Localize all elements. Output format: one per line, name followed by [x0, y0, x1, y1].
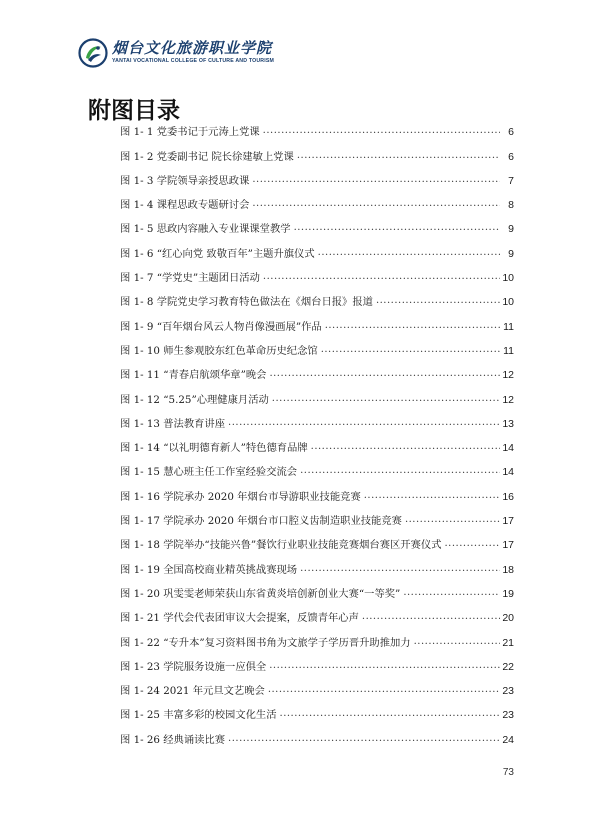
toc-entry-page: 13: [502, 417, 514, 430]
dot-leader: [325, 319, 500, 332]
toc-entry-page: 10: [502, 272, 514, 285]
dot-leader: [403, 586, 500, 599]
dot-leader: [272, 392, 500, 405]
college-name-english: YANTAI VOCATIONAL COLLEGE OF CULTURE AND TOURISM: [112, 58, 275, 64]
toc-entry-page: 22: [502, 660, 514, 673]
toc-entry-title: 图 1- 22 “专升本”复习资料图书角为文旅学子学历晋升助推加力: [120, 636, 411, 649]
toc-entry-title: 图 1- 24 2021 年元旦文艺晚会: [120, 685, 265, 698]
toc-entry-page: 20: [502, 612, 514, 625]
toc-entry-page: 10: [502, 296, 514, 309]
toc-entry[interactable]: [120, 431, 514, 455]
toc-entry-title: 图 1- 19 全国高校商业精英挑战赛现场: [120, 563, 298, 576]
toc-entry-page: 23: [502, 709, 514, 722]
toc-entry[interactable]: [120, 455, 514, 479]
toc-entry-title: 图 1- 9 “百年烟台风云人物肖像漫画展”作品: [120, 320, 322, 333]
toc-entry-page: 12: [502, 369, 514, 382]
toc-entry-page: 14: [502, 466, 514, 479]
toc-entry[interactable]: [120, 504, 514, 528]
college-header: [78, 36, 275, 76]
toc-entry-page: 8: [508, 199, 514, 212]
toc-entry-title: 图 1- 25 丰富多彩的校园文化生活: [120, 709, 277, 722]
dot-leader: [321, 343, 500, 356]
dot-leader: [269, 659, 500, 672]
dot-leader: [362, 610, 500, 623]
toc-entry[interactable]: [120, 625, 514, 649]
toc-entry-title: 图 1- 14 “以礼明德育新人”特色德育品牌: [120, 442, 308, 455]
toc-entry-title: 图 1- 7 “学党史”主题团日活动: [120, 272, 260, 285]
dot-leader: [405, 513, 500, 526]
toc-entry-title: 图 1- 23 学院服务设施一应俱全: [120, 660, 267, 673]
dot-leader: [376, 294, 500, 307]
dot-leader: [414, 635, 500, 648]
dot-leader: [228, 416, 500, 429]
toc-entry-title: 图 1- 13 普法教育讲座: [120, 417, 226, 430]
dot-leader: [252, 197, 500, 210]
toc-entry-title: 图 1- 26 经典诵读比赛: [120, 733, 226, 746]
toc-entry-page: 9: [508, 247, 514, 260]
toc-entry-title: 图 1- 1 党委书记于元涛上党课: [120, 126, 260, 139]
toc-entry[interactable]: [120, 164, 514, 188]
dot-leader: [268, 683, 500, 696]
toc-entry-title: 图 1- 11 “青春启航颂华章”晚会: [120, 369, 267, 382]
toc-entry-title: 图 1- 20 巩雯雯老师荣获山东省黄炎培创新创业大赛“一等奖”: [120, 587, 401, 600]
toc-entry-title: 图 1- 10 师生参观胶东红色革命历史纪念馆: [120, 344, 318, 357]
toc-entry-page: 12: [502, 393, 514, 406]
dot-leader: [252, 173, 500, 186]
toc-entry[interactable]: [120, 382, 514, 406]
toc-entry-title: 图 1- 17 学院承办 2020 年烟台市口腔义齿制造职业技能竞赛: [120, 515, 402, 528]
dot-leader: [364, 489, 500, 502]
toc-entry[interactable]: [120, 309, 514, 333]
toc-entry-page: 14: [502, 442, 514, 455]
toc-entry[interactable]: [120, 236, 514, 260]
toc-entry[interactable]: [120, 528, 514, 552]
toc-entry-title: 图 1- 16 学院承办 2020 年烟台市导游职业技能竞赛: [120, 490, 361, 503]
toc-entry[interactable]: [120, 334, 514, 358]
toc-entry-page: 17: [502, 515, 514, 528]
toc-entry-page: 19: [502, 587, 514, 600]
page-number: 73: [502, 767, 514, 778]
toc-entry-page: 21: [502, 636, 514, 649]
toc-entry[interactable]: [120, 552, 514, 576]
dot-leader: [300, 464, 500, 477]
toc-entry-title: 图 1- 18 学院举办“技能兴鲁”餐饮行业职业技能竞赛烟台赛区开赛仪式: [120, 539, 442, 552]
toc-entry-title: 图 1- 5 思政内容融入专业课课堂教学: [120, 223, 291, 236]
dot-leader: [311, 440, 500, 453]
page-title: 附图目录: [88, 98, 180, 124]
dot-leader: [269, 367, 500, 380]
toc-entry-page: 9: [508, 223, 514, 236]
toc-entry[interactable]: [120, 674, 514, 698]
toc-entry[interactable]: [120, 577, 514, 601]
toc-entry[interactable]: [120, 261, 514, 285]
toc-entry[interactable]: [120, 407, 514, 431]
toc-entry-page: 17: [502, 539, 514, 552]
toc-entry-title: 图 1- 4 课程思政专题研讨会: [120, 199, 250, 212]
dot-leader: [318, 246, 500, 259]
toc-entry-page: 6: [508, 126, 514, 139]
dot-leader: [297, 149, 500, 162]
toc-entry-page: 18: [502, 563, 514, 576]
toc-entry[interactable]: [120, 358, 514, 382]
toc-entry-title: 图 1- 3 学院领导亲授思政课: [120, 174, 250, 187]
toc-entry[interactable]: [120, 722, 514, 746]
toc-entry-page: 11: [503, 320, 514, 333]
toc-entry[interactable]: [120, 115, 514, 139]
toc-entry[interactable]: [120, 601, 514, 625]
toc-entry-title: 图 1- 2 党委副书记 院长徐建敏上党课: [120, 150, 294, 163]
toc-entry-page: 24: [502, 733, 514, 746]
toc-entry-title: 图 1- 8 学院党史学习教育特色做法在《烟台日报》报道: [120, 296, 373, 309]
dot-leader: [280, 707, 500, 720]
toc-entry[interactable]: [120, 188, 514, 212]
toc-entry-page: 7: [508, 174, 514, 187]
toc-entry-title: 图 1- 21 学代会代表团审议大会提案，反馈青年心声: [120, 612, 359, 625]
dot-leader: [263, 124, 500, 137]
dot-leader: [300, 562, 500, 575]
toc-entry[interactable]: [120, 698, 514, 722]
toc-entry[interactable]: [120, 212, 514, 236]
college-logo-icon: [78, 38, 108, 68]
toc-entry-title: 图 1- 15 慧心班主任工作室经验交流会: [120, 466, 298, 479]
toc-entry[interactable]: [120, 139, 514, 163]
toc-entry-page: 11: [503, 344, 514, 357]
dot-leader: [263, 270, 500, 283]
toc-entry[interactable]: [120, 650, 514, 674]
toc-entry-page: 16: [502, 490, 514, 503]
dot-leader: [294, 221, 500, 234]
college-name: 烟台文化旅游职业学院: [112, 39, 273, 57]
dot-leader: [445, 537, 501, 550]
toc-entry-page: 6: [508, 150, 514, 163]
figure-list: [120, 115, 514, 747]
dot-leader: [228, 732, 500, 745]
toc-entry[interactable]: [120, 479, 514, 503]
toc-entry[interactable]: [120, 285, 514, 309]
toc-entry-title: 图 1- 6 “红心向党 致敬百年”主题升旗仪式: [120, 247, 315, 260]
toc-entry-page: 23: [502, 685, 514, 698]
toc-entry-title: 图 1- 12 “5.25”心理健康月活动: [120, 393, 269, 406]
